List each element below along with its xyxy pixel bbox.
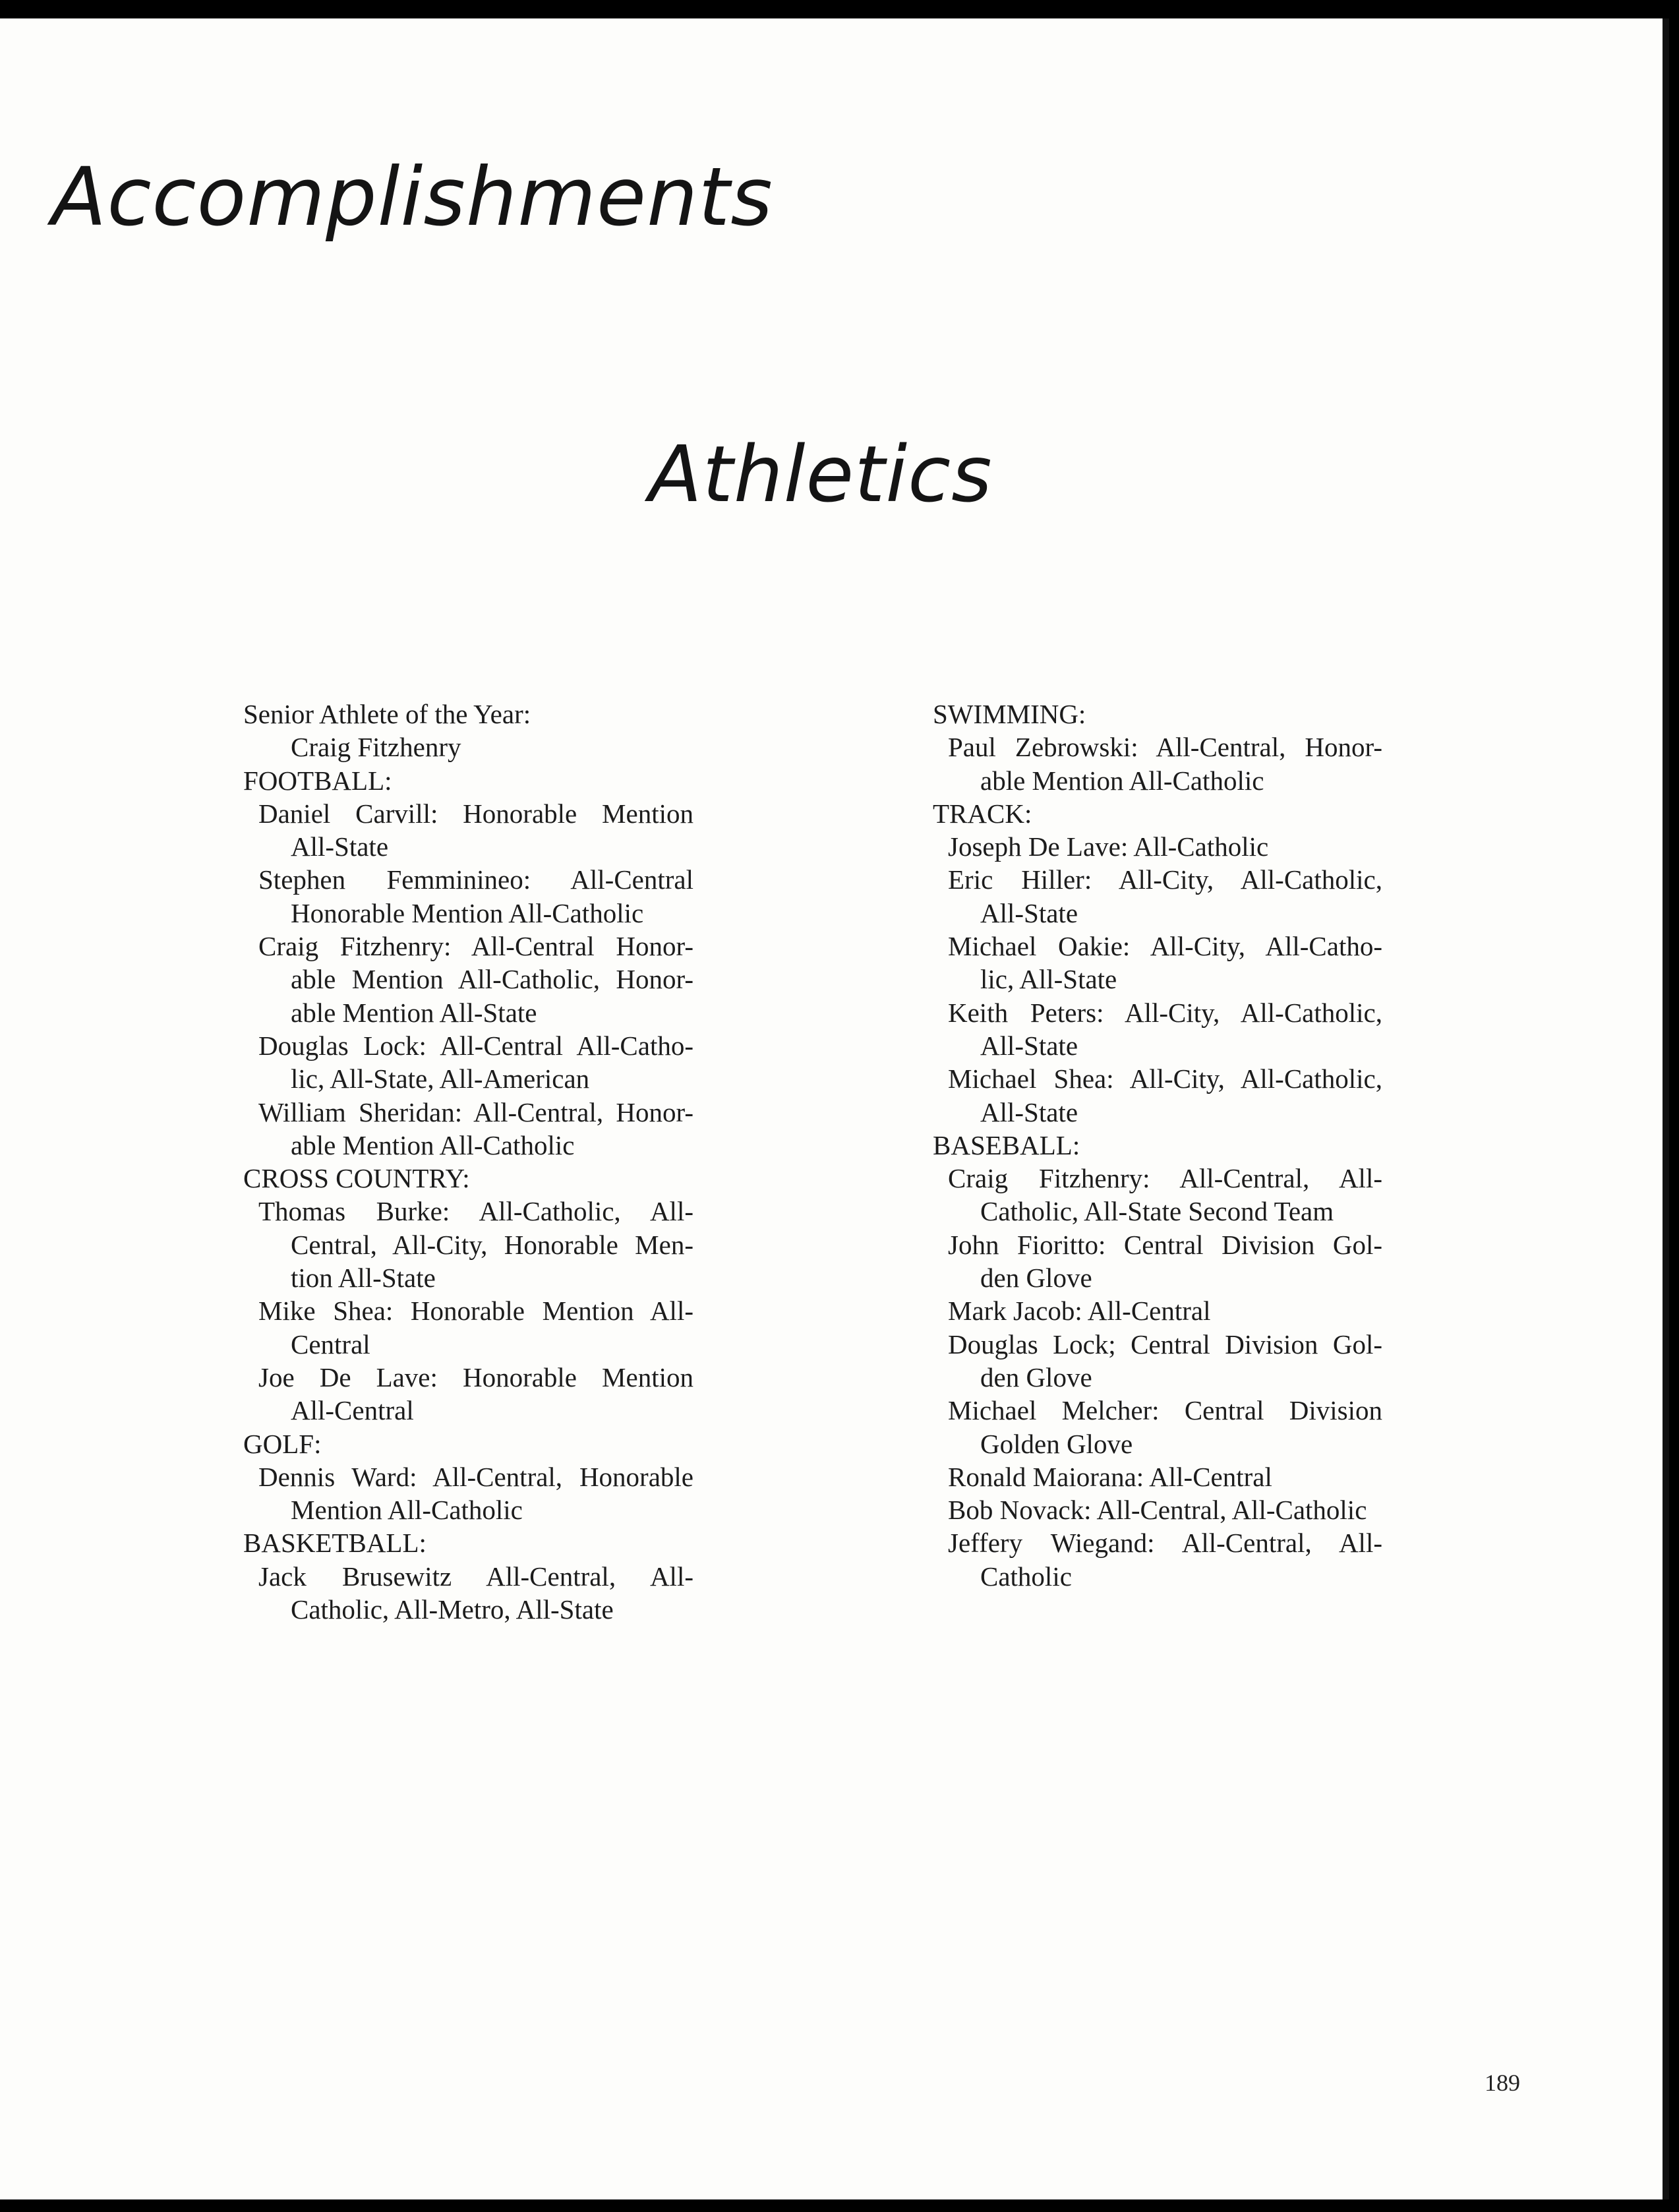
entry-line: Central, All-City, Honorable Men- (291, 1229, 693, 1260)
entry-line: Craig Fitzhenry (291, 732, 461, 763)
section-heading: TRACK: (933, 798, 1032, 829)
entry-line: lic, All-State (980, 964, 1117, 995)
section-heading: BASKETBALL: (243, 1528, 427, 1559)
entry-line: Paul Zebrowski: All-Central, Honor- (948, 732, 1382, 763)
section-title: Athletics (649, 429, 993, 520)
entry-line: Michael Oakie: All-City, All-Catho- (948, 931, 1382, 962)
entry-line: Honorable Mention All-Catholic (291, 897, 644, 928)
entry-line: Central (291, 1329, 370, 1360)
entry-line: Michael Shea: All-City, All-Catholic, (948, 1063, 1382, 1094)
section-heading: SWIMMING: (933, 699, 1086, 729)
entry-line: All-State (291, 831, 389, 862)
entry-line: Douglas Lock; Central Division Gol- (948, 1329, 1382, 1360)
entry-line: Jack Brusewitz All-Central, All- (258, 1561, 693, 1592)
entry-line: Craig Fitzhenry: All-Central, All- (948, 1163, 1382, 1194)
entry-line: Thomas Burke: All-Catholic, All- (258, 1196, 693, 1227)
entry-line: tion All-State (291, 1263, 436, 1294)
entry-line: Joseph De Lave: All-Catholic (948, 831, 1269, 862)
entry-line: Douglas Lock: All-Central All-Catho- (258, 1030, 693, 1061)
entry-line: Mike Shea: Honorable Mention All- (258, 1296, 693, 1327)
entry-line: Bob Novack: All-Central, All-Catholic (948, 1495, 1367, 1526)
entry-line: Ronald Maiorana: All-Central (948, 1461, 1272, 1492)
section-heading: CROSS COUNTRY: (243, 1163, 470, 1194)
right-column (933, 698, 1382, 1593)
entry-line: Michael Melcher: Central Division (948, 1395, 1382, 1426)
section-heading: GOLF: (243, 1428, 322, 1459)
entry-line: Stephen Femminineo: All-Central (258, 864, 693, 895)
entry-line: able Mention All-State (291, 997, 537, 1028)
entry-line: lic, All-State, All-American (291, 1063, 590, 1094)
entry-line: den Glove (980, 1361, 1092, 1392)
entry-line: William Sheridan: All-Central, Honor- (258, 1096, 693, 1127)
section-heading: BASEBALL: (933, 1129, 1080, 1160)
entry-line: Catholic, All-Metro, All-State (291, 1594, 614, 1625)
entry-line: Golden Glove (980, 1428, 1133, 1459)
entry-line: Eric Hiller: All-City, All-Catholic, (948, 864, 1382, 895)
entry-line: All-State (980, 897, 1078, 928)
section-heading: Senior Athlete of the Year: (243, 699, 531, 729)
entry-line: Mark Jacob: All-Central (948, 1296, 1211, 1327)
entry-line: able Mention All-Catholic (980, 765, 1264, 796)
entry-line: Catholic (980, 1561, 1072, 1592)
yearbook-page (0, 18, 1669, 2199)
entry-line: Keith Peters: All-City, All-Catholic, (948, 997, 1382, 1028)
entry-line: Catholic, All-State Second Team (980, 1196, 1334, 1227)
entry-line: John Fioritto: Central Division Gol- (948, 1229, 1382, 1260)
entry-line: den Glove (980, 1263, 1092, 1294)
entry-line: able Mention All-Catholic (291, 1129, 575, 1160)
entry-line: able Mention All-Catholic, Honor- (291, 964, 693, 995)
entry-line: All-Central (291, 1395, 414, 1426)
entry-line: Joe De Lave: Honorable Mention (258, 1361, 693, 1392)
left-column (243, 698, 693, 1626)
entry-line: Jeffery Wiegand: All-Central, All- (948, 1528, 1382, 1559)
page-number: 189 (1485, 2070, 1520, 2096)
entry-line: Mention All-Catholic (291, 1495, 523, 1526)
section-heading: FOOTBALL: (243, 765, 392, 796)
entry-line: Daniel Carvill: Honorable Mention (258, 798, 693, 829)
entry-line: Dennis Ward: All-Central, Honorable (258, 1461, 693, 1492)
entry-line: All-State (980, 1030, 1078, 1061)
entry-line: All-State (980, 1096, 1078, 1127)
page-title: Accomplishments (51, 150, 773, 244)
entry-line: Craig Fitzhenry: All-Central Honor- (258, 931, 693, 962)
